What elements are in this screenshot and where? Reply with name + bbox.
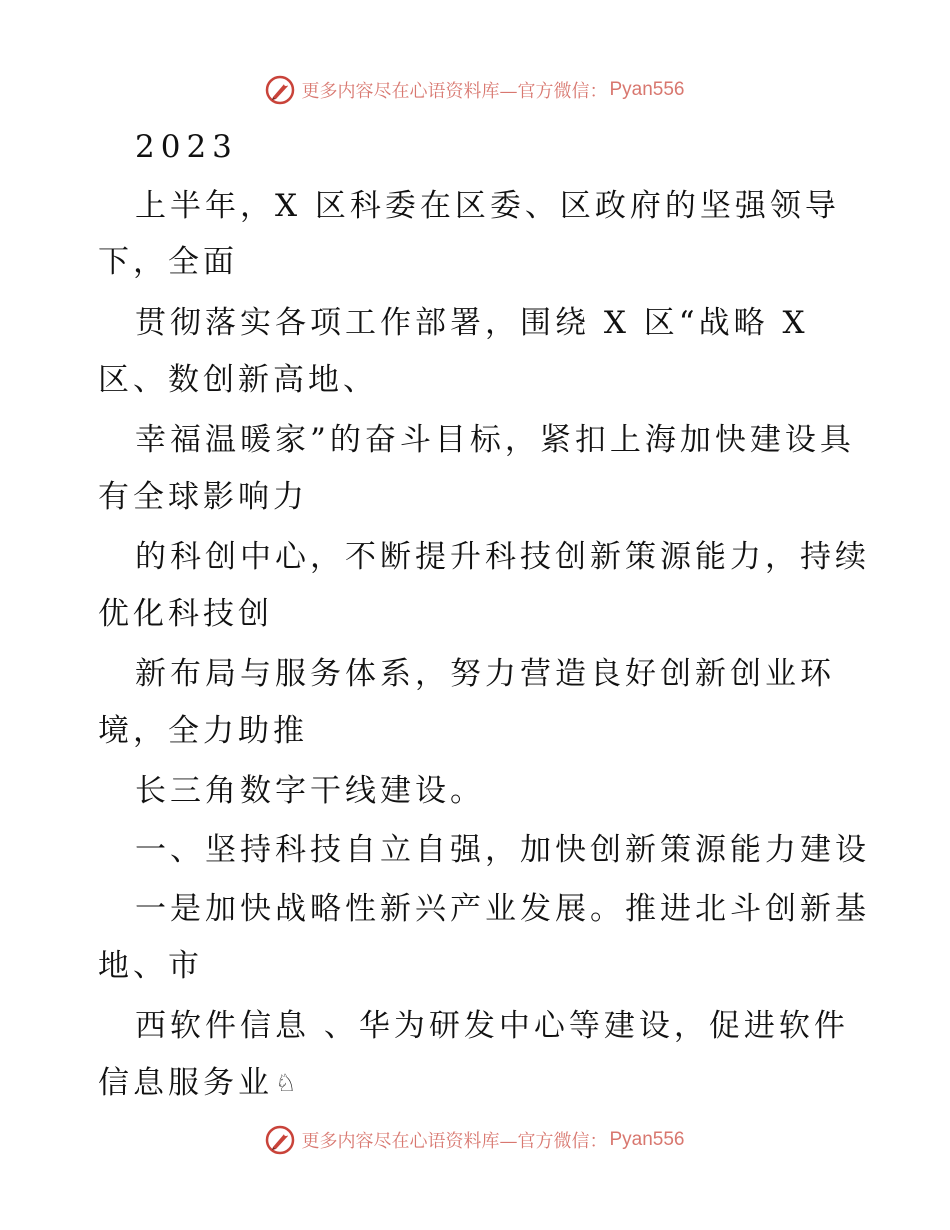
text-line: 一是加快战略性新兴产业发展。推进北斗创新基 xyxy=(135,891,870,927)
footer-wechat-id: Pyan556 xyxy=(609,1129,685,1150)
pen-logo-icon xyxy=(265,75,295,105)
header-banner xyxy=(0,70,950,110)
text-line-last xyxy=(98,1063,297,1103)
text-line: 优化科技创 xyxy=(98,596,273,632)
text-line: 境，全力助推 xyxy=(98,713,308,749)
text-line: 地、市 xyxy=(98,948,203,984)
text-line: 上半年，X 区科委在区委、区政府的坚强领导 xyxy=(135,188,840,224)
text-line-content: 信息服务业 xyxy=(98,1065,273,1101)
header-wechat-id: Pyan556 xyxy=(609,79,685,100)
text-line: 区、数创新高地、 xyxy=(98,362,378,398)
header-brand-text: 更多内容尽在心语资料库—官方微信： xyxy=(301,81,608,102)
text-line: 下，全面 xyxy=(98,244,238,280)
section-heading: 一、坚持科技自立自强，加快创新策源能力建设 xyxy=(135,832,870,868)
text-line: 2023 xyxy=(135,129,238,165)
footer-banner xyxy=(0,1120,950,1160)
text-line: 长三角数字干线建设。 xyxy=(135,773,485,809)
footer-brand-text: 更多内容尽在心语资料库—官方微信： xyxy=(301,1131,608,1152)
pen-logo-icon xyxy=(265,1125,295,1155)
text-line: 幸福温暖家”的奋斗目标，紧扣上海加快建设具 xyxy=(135,422,855,458)
text-line: 新布局与服务体系，努力营造良好创新创业环 xyxy=(135,656,835,692)
text-line: 的科创中心，不断提升科技创新策源能力，持续 xyxy=(135,539,870,575)
chess-knight-icon: ♘ xyxy=(275,1069,297,1097)
text-line: 贯彻落实各项工作部署，围绕 X 区“战略 X xyxy=(135,305,809,341)
text-line: 西软件信息 、华为研发中心等建设，促进软件 xyxy=(135,1008,849,1044)
text-line: 有全球影响力 xyxy=(98,479,308,515)
